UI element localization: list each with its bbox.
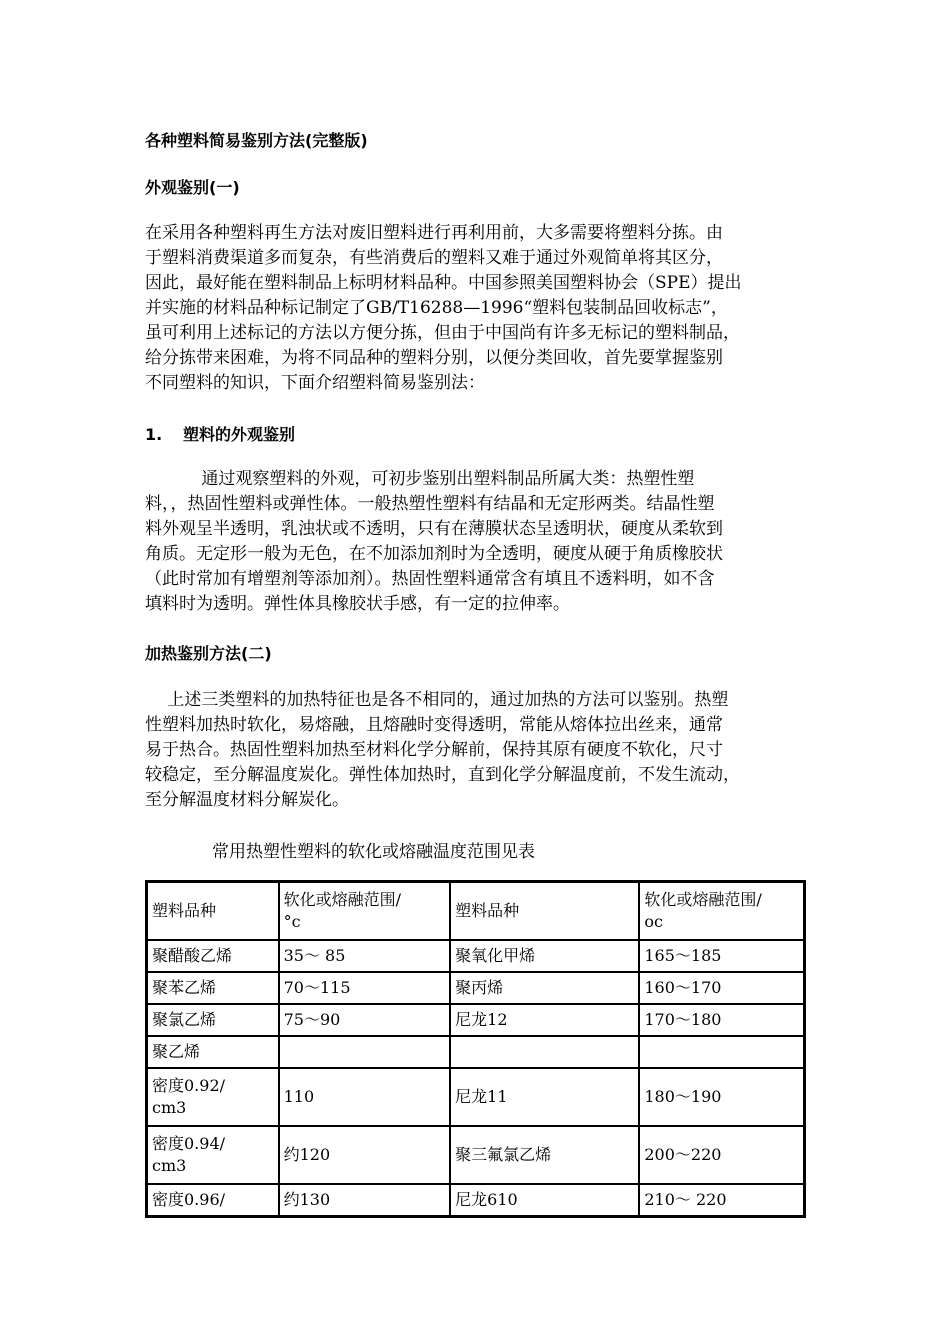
- text-line: 通过观察塑料的外观，可初步鉴别出塑料制品所属大类：热塑性塑: [145, 469, 695, 489]
- table-cell: 聚三氟氯乙烯: [450, 1126, 639, 1184]
- table-row: [147, 1036, 804, 1068]
- table-row: [147, 1004, 804, 1036]
- subsection-heading-text: 塑料的外观鉴别: [183, 425, 296, 444]
- table-cell: 密度0.96/: [147, 1184, 279, 1216]
- section-heading-appearance: 外观鉴别(一): [145, 178, 240, 197]
- table-cell: 聚氧化甲烯: [450, 940, 639, 972]
- table-cell: 聚醋酸乙烯: [147, 940, 279, 972]
- table-cell: 160～170: [639, 972, 804, 1004]
- table-cell: 70～115: [279, 972, 451, 1004]
- header-cell: 塑料品种: [450, 882, 639, 940]
- table-cell: 75～90: [279, 1004, 451, 1036]
- paragraph-heating: [145, 688, 805, 813]
- table-cell: 210～ 220: [639, 1184, 804, 1216]
- table-cell: [279, 1036, 451, 1068]
- paragraph-intro: [145, 221, 805, 396]
- table-cell: 聚丙烯: [450, 972, 639, 1004]
- table-header-row: [147, 882, 804, 940]
- table-cell: 约130: [279, 1184, 451, 1216]
- table-cell: 35～ 85: [279, 940, 451, 972]
- text-line: 角质。无定形一般为无色，在不加添加剂时为全透明，硬度从硬于角质橡胶状: [145, 544, 723, 564]
- table-row: [147, 1126, 804, 1184]
- table-cell: 约120: [279, 1126, 451, 1184]
- table-cell: [450, 1036, 639, 1068]
- header-cell: 塑料品种: [147, 882, 279, 940]
- table-row: [147, 1184, 804, 1216]
- table-row: [147, 940, 804, 972]
- softening-temperature-table: [145, 880, 806, 1218]
- subsection-number: 1.: [145, 425, 163, 444]
- paragraph-appearance: [145, 467, 805, 617]
- text-line: 料，，热固性塑料或弹性体。一般热塑性塑料有结晶和无定形两类。结晶性塑: [145, 494, 715, 514]
- text-line: 至分解温度材料分解炭化。: [145, 790, 349, 810]
- subsection-heading-appearance: [145, 423, 295, 447]
- text-line: 虽可利用上述标记的方法以方便分拣，但由于中国尚有许多无标记的塑料制品，: [145, 323, 740, 343]
- table-cell: 尼龙610: [450, 1184, 639, 1216]
- header-cell: 软化或熔融范围/ oc: [639, 882, 804, 940]
- text-line: （此时常加有增塑剂等添加剂）。热固性塑料通常含有填且不透料明，如不含: [145, 569, 715, 589]
- table-row: [147, 972, 804, 1004]
- table-cell: 165～185: [639, 940, 804, 972]
- text-line: 性塑料加热时软化，易熔融，且熔融时变得透明，常能从熔体拉出丝来，通常: [145, 715, 723, 735]
- text-line: 给分拣带来困难，为将不同品种的塑料分别，以便分类回收，首先要掌握鉴别: [145, 348, 723, 368]
- document-title: 各种塑料简易鉴别方法(完整版): [145, 131, 368, 150]
- table-cell: 密度0.92/ cm3: [147, 1068, 279, 1126]
- table-cell: [639, 1036, 804, 1068]
- table-cell: 聚苯乙烯: [147, 972, 279, 1004]
- table-cell: 聚乙烯: [147, 1036, 279, 1068]
- text-line: 填料时为透明。弹性体具橡胶状手感，有一定的拉伸率。: [145, 594, 570, 614]
- text-line: 并实施的材料品种标记制定了GB/T16288—1996“塑料包装制品回收标志”，: [145, 298, 728, 318]
- text-line: 不同塑料的知识，下面介绍塑料简易鉴别法：: [145, 373, 485, 393]
- section-heading-heating: 加热鉴别方法(二): [145, 644, 272, 663]
- table-cell: 尼龙11: [450, 1068, 639, 1126]
- text-line: 上述三类塑料的加热特征也是各不相同的，通过加热的方法可以鉴别。热塑: [145, 690, 729, 710]
- text-line: 易于热合。热固性塑料加热至材料化学分解前，保持其原有硬度不软化，尺寸: [145, 740, 723, 760]
- text-line: 因此，最好能在塑料制品上标明材料品种。中国参照美国塑料协会（SPE）提出: [145, 273, 742, 293]
- table-cell: 200～220: [639, 1126, 804, 1184]
- table-cell: 180～190: [639, 1068, 804, 1126]
- table-cell: 170～180: [639, 1004, 804, 1036]
- text-line: 较稳定，至分解温度炭化。弹性体加热时，直到化学分解温度前，不发生流动，: [145, 765, 740, 785]
- header-cell: 软化或熔融范围/ °c: [279, 882, 451, 940]
- table-row: [147, 1068, 804, 1126]
- text-line: 于塑料消费渠道多而复杂，有些消费后的塑料又难于通过外观简单将其区分，: [145, 248, 723, 268]
- table-cell: 密度0.94/ cm3: [147, 1126, 279, 1184]
- text-line: 料外观呈半透明，乳浊状或不透明，只有在薄膜状态呈透明状，硬度从柔软到: [145, 519, 723, 539]
- table-cell: 110: [279, 1068, 451, 1126]
- table-cell: 聚氯乙烯: [147, 1004, 279, 1036]
- table-caption: 常用热塑性塑料的软化或熔融温度范围见表: [212, 842, 535, 862]
- text-line: 在采用各种塑料再生方法对废旧塑料进行再利用前，大多需要将塑料分拣。由: [145, 223, 723, 243]
- table-cell: 尼龙12: [450, 1004, 639, 1036]
